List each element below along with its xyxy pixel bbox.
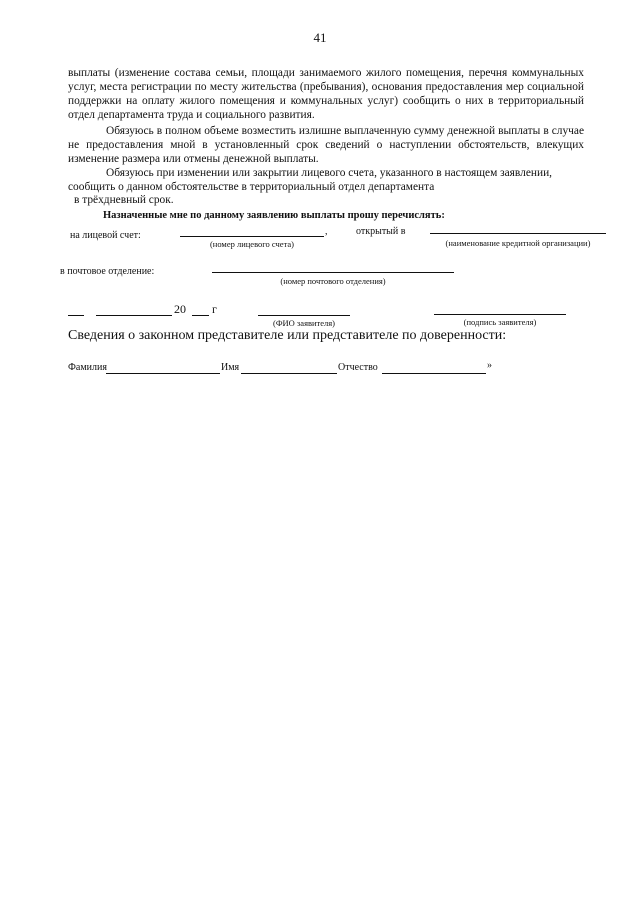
transfer-heading: Назначенные мне по данному заявлению выплаты прошу перечислять:: [103, 210, 445, 221]
bank-name-caption: (наименование кредитной организации): [445, 238, 591, 248]
patronymic-label: Отчество: [338, 362, 378, 373]
applicant-fio-caption: (ФИО заявителя): [272, 318, 336, 328]
account-number-field[interactable]: [180, 236, 324, 237]
name-label: Имя: [221, 362, 240, 373]
post-office-caption: (номер почтового отделения): [280, 276, 386, 286]
page-number: 41: [313, 30, 327, 45]
applicant-signature-field[interactable]: [434, 314, 566, 315]
paragraph-obligation-report: выплаты (изменение состава семьи, площади занимаемого жилого помещения, перечня коммунальных услуг, места регистрации по месту жительства (пребывания), основания предоставления мер социальной поддержки на оплату жилого помещения и коммунальных услуг) сообщить о них в территориальный отдел департамента труда и социального развития.: [68, 67, 584, 121]
post-office-label: в почтовое отделение:: [60, 266, 155, 277]
representative-heading: Сведения о законном представителе или представителе по доверенности:: [68, 328, 507, 343]
patronymic-field[interactable]: [382, 373, 486, 374]
post-office-field[interactable]: [212, 272, 454, 273]
opened-in-label: открытый в: [356, 226, 406, 237]
account-number-caption: (номер лицевого счета): [209, 239, 295, 249]
surname-label: Фамилия: [68, 362, 107, 373]
surname-field[interactable]: [106, 373, 220, 374]
account-comma: ,: [325, 226, 328, 237]
bank-name-field[interactable]: [430, 233, 606, 234]
name-field[interactable]: [241, 373, 337, 374]
date-day-field[interactable]: [68, 315, 84, 316]
paragraph-obligation-refund: Обязуюсь в полном объеме возместить излишне выплаченную сумму денежной выплаты в случае не предоставления мной в установленный срок сведений о наступлении обстоятельств, влекущих изменение размера или отмены денежной выплаты.: [68, 125, 584, 165]
year-prefix: 20: [174, 302, 186, 316]
paragraph-obligation-account: Обязуюсь при изменении или закрытии лицевого счета, указанного в настоящем заявлении, сообщить о данном обстоятельстве в территориальный отдел департамента: [68, 167, 553, 193]
year-suffix: г: [212, 302, 217, 316]
applicant-fio-field[interactable]: [258, 315, 350, 316]
applicant-signature-caption: (подпись заявителя): [463, 317, 537, 327]
paragraph-obligation-account-cont: в трёхдневный срок.: [74, 194, 174, 206]
closing-quote: »: [487, 360, 492, 371]
date-year-field[interactable]: [192, 315, 209, 316]
date-month-field[interactable]: [96, 315, 172, 316]
account-label: на лицевой счет:: [70, 230, 141, 241]
